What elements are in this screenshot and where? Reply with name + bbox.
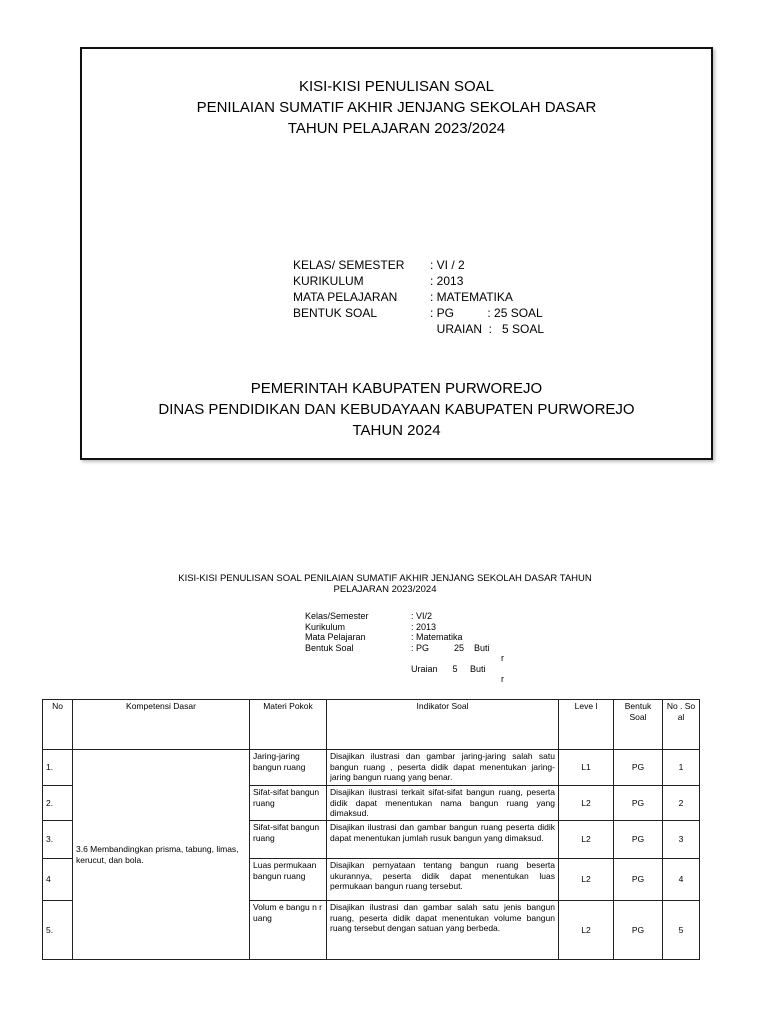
- cell-level: L2: [559, 821, 614, 859]
- cell-materi: Jaring-jaring bangun ruang: [250, 750, 327, 786]
- cell-no: 5.: [43, 901, 73, 960]
- cell-no-soal: 2: [663, 786, 700, 821]
- meta-label: Bentuk Soal: [305, 642, 354, 653]
- meta-value: : Matematika: [411, 632, 463, 642]
- meta-label: KURIKULUM: [293, 274, 364, 288]
- cell-materi: Volum e bangu n ruang: [250, 901, 327, 960]
- meta-value: : VI / 2: [430, 258, 465, 272]
- cell-materi: Sifat-sifat bangun ruang: [250, 786, 327, 821]
- cell-no-soal: 4: [663, 859, 700, 901]
- table-row: [43, 750, 700, 786]
- section-meta: [305, 611, 504, 685]
- cell-indikator: Disajikan ilustrasi dan gambar bangun ruang peserta didik dapat menentukan jumlah rusuk bangun yang dimaksud.: [327, 821, 559, 859]
- cover-title-line-1: KISI-KISI PENULISAN SOAL: [298, 78, 495, 95]
- meta-value: r: [411, 674, 505, 684]
- meta-value: : 2013: [430, 274, 464, 288]
- meta-label: KELAS/ SEMESTER: [293, 258, 405, 272]
- meta-value: : VI/2: [411, 611, 433, 621]
- cell-no: 4: [43, 859, 73, 901]
- cell-materi: Sifat-sifat bangun ruang: [250, 821, 327, 859]
- cell-level: L2: [559, 901, 614, 960]
- cell-bentuk: PG: [614, 821, 663, 859]
- cell-bentuk: PG: [614, 750, 663, 786]
- header-no-soal: No . So al: [663, 700, 700, 750]
- cell-no: 3.: [43, 821, 73, 859]
- cell-level: L1: [559, 750, 614, 786]
- meta-value: : PG : 25 SOAL: [430, 306, 543, 320]
- meta-value: : PG 25 Buti: [411, 642, 490, 653]
- cell-bentuk: PG: [614, 901, 663, 960]
- meta-label: [293, 321, 430, 337]
- cell-no-soal: 5: [663, 901, 700, 960]
- cell-indikator: Disajikan pernyataan tentang bangun ruang beserta ukurannya, peserta didik dapat menentukan luas permukaan bangun ruang tersebut.: [327, 859, 559, 901]
- cover-title-line-3: TAHUN PELAJARAN 2023/2024: [287, 120, 506, 137]
- cell-indikator: Disajikan ilustrasi dan gambar salah satu jenis bangun ruang, peserta didik dapat menentukan volume bangun ruang tersebut dengan satuan yang berbeda.: [327, 901, 559, 960]
- header-bentuk-soal: Bentuk Soal: [614, 700, 663, 750]
- cell-no-soal: 1: [663, 750, 700, 786]
- cell-no-soal: 3: [663, 821, 700, 859]
- cell-bentuk: PG: [614, 786, 663, 821]
- cell-level: L2: [559, 786, 614, 821]
- header-no: No: [43, 700, 73, 750]
- section-title: KISI-KISI PENULISAN SOAL PENILAIAN SUMATIF AKHIR JENJANG SEKOLAH DASAR TAHUN PELAJARAN 2023/2024: [178, 573, 592, 595]
- cover-footer-line-1: PEMERINTAH KABUPATEN PURWOREJO: [250, 380, 543, 397]
- cell-indikator: Disajikan ilustrasi terkait sifat-sifat bangun ruang, peserta didik dapat menentukan nama bangun ruang yang dimaksud.: [327, 786, 559, 821]
- meta-value: Uraian 5 Buti: [411, 663, 486, 674]
- cell-materi: Luas permukaan bangun ruang: [250, 859, 327, 901]
- cell-no: 2.: [43, 786, 73, 821]
- meta-value: : MATEMATIKA: [430, 290, 513, 304]
- cover-footer-line-2: DINAS PENDIDIKAN DAN KEBUDAYAAN KABUPATEN PURWOREJO: [158, 401, 635, 418]
- meta-label: Mata Pelajaran: [305, 632, 366, 642]
- cover-title-line-2: PENILAIAN SUMATIF AKHIR JENJANG SEKOLAH DASAR: [196, 99, 597, 116]
- cover-box: [80, 47, 713, 460]
- meta-value: URAIAN : 5 SOAL: [430, 322, 545, 336]
- kisi-kisi-table: [42, 699, 700, 960]
- cover-meta: [293, 257, 544, 337]
- meta-label: BENTUK SOAL: [293, 306, 378, 320]
- meta-value: : 2013: [411, 621, 437, 632]
- header-kompetensi-dasar: Kompetensi Dasar: [73, 700, 250, 750]
- cell-indikator: Disajikan ilustrasi dan gambar jaring-jaring salah satu bangun ruang , peserta didik dapat menentukan jaring-jaring bangun ruang yang benar.: [327, 750, 559, 786]
- meta-value: r: [411, 653, 505, 663]
- cover-title: [82, 76, 711, 139]
- cover-footer: [82, 378, 711, 441]
- meta-label: MATA PELAJARAN: [293, 290, 398, 304]
- meta-label: Kelas/Semester: [305, 611, 369, 621]
- cell-no: 1.: [43, 750, 73, 786]
- meta-label: Kurikulum: [305, 621, 346, 632]
- cell-level: L2: [559, 859, 614, 901]
- cell-bentuk: PG: [614, 859, 663, 901]
- header-materi-pokok: Materi Pokok: [250, 700, 327, 750]
- header-indikator-soal: Indikator Soal: [327, 700, 559, 750]
- header-level: Leve l: [559, 700, 614, 750]
- cell-kompetensi-dasar: 3.6 Membandingkan prisma, tabung, limas, kerucut, dan bola.: [73, 750, 250, 960]
- table-header-row: [43, 700, 700, 750]
- cover-footer-line-3: TAHUN 2024: [352, 422, 441, 439]
